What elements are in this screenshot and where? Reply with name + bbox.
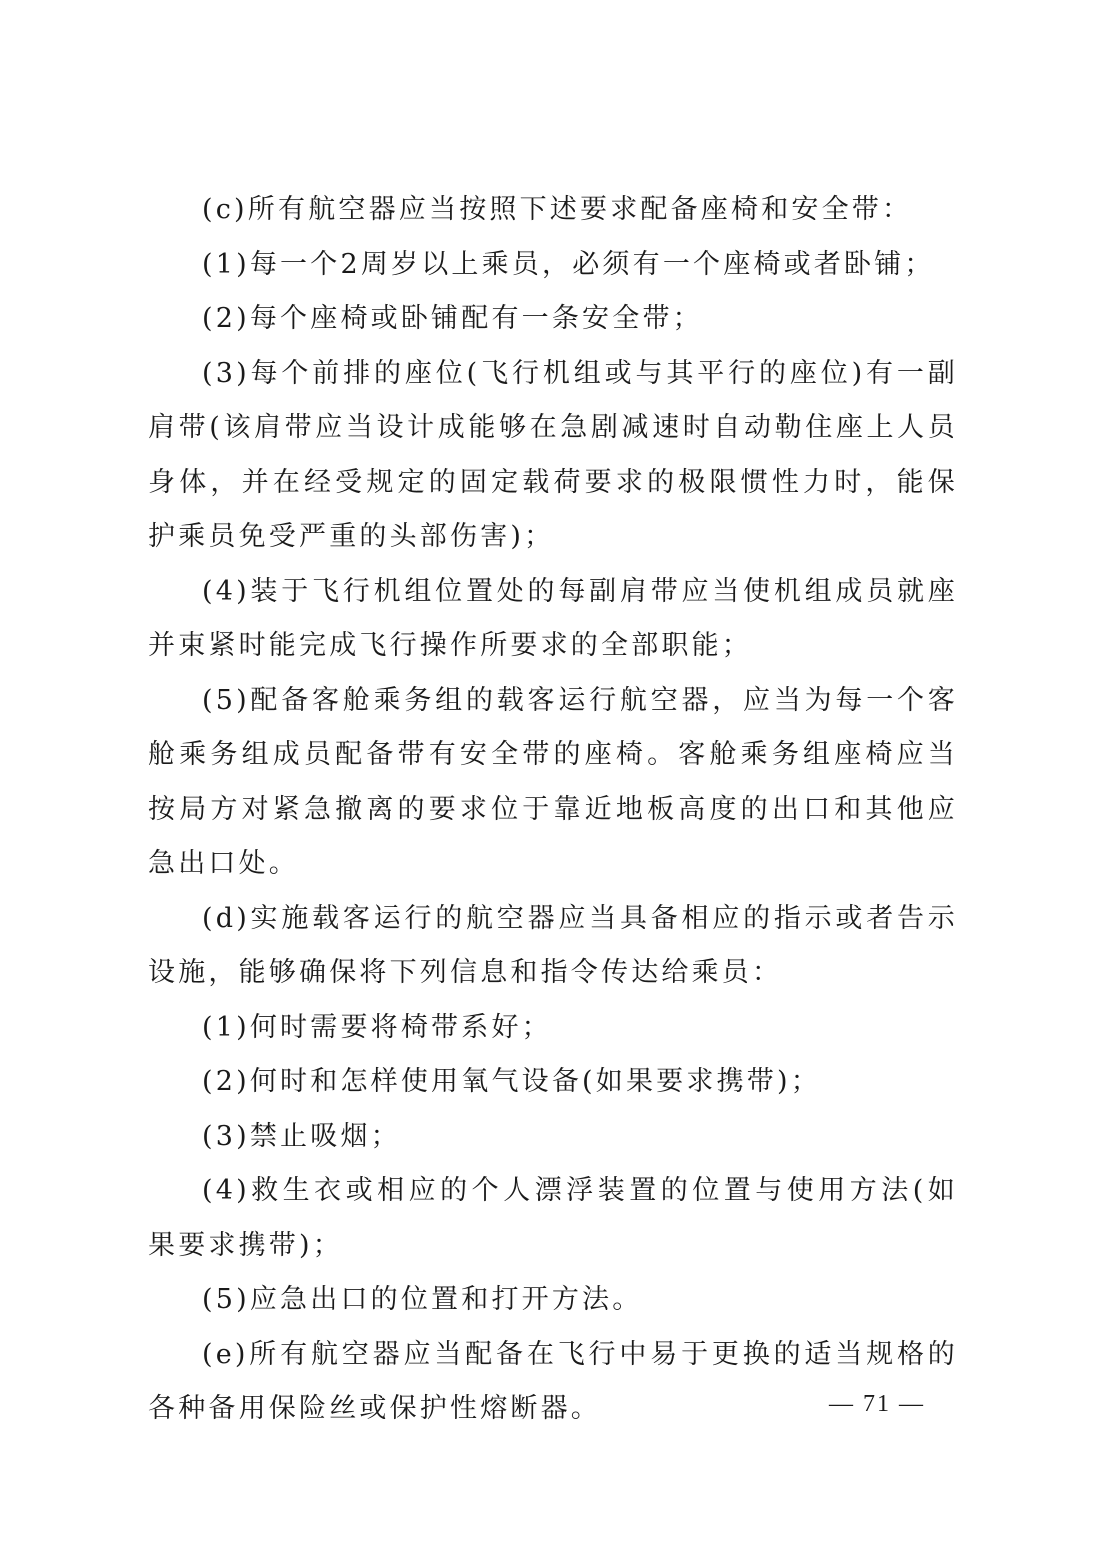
paragraph-d-2: (2)何时和怎样使用氧气设备(如果要求携带)； [202, 1066, 821, 1097]
paragraph-d: (d)实施载客运行的航空器应当具备相应的指示或者告示设施，能够确保将下列信息和指令传达给乘员： [148, 902, 958, 988]
paragraph-d-3: (3)禁止吸烟； [202, 1120, 401, 1152]
paragraph-c: (c)所有航空器应当按照下述要求配备座椅和安全带： [202, 194, 913, 225]
paragraph-c-1: (1)每一个2周岁以上乘员，必须有一个座椅或者卧铺； [202, 248, 935, 280]
paragraph-d-4: (4)救生衣或相应的个人漂浮装置的位置与使用方法(如果要求携带)； [148, 1175, 958, 1261]
paragraph-c-5: (5)配备客舱乘务组的载客运行航空器，应当为每一个客舱乘务组成员配备带有安全带的座椅。客舱乘务组座椅应当按局方对紧急撤离的要求位于靠近地板高度的出口和其他应急出口处。 [148, 684, 958, 879]
paragraph-c-3: (3)每个前排的座位(飞行机组或与其平行的座位)有一副肩带(该肩带应当设计成能够在急剧减速时自动勒住座上人员身体，并在经受规定的固定载荷要求的极限惯性力时，能保护乘员免受严重的头部伤害)； [148, 357, 958, 552]
paragraph-c-4: (4)装于飞行机组位置处的每副肩带应当使机组成员就座并束紧时能完成飞行操作所要求的全部职能； [148, 575, 958, 661]
paragraph-e: (e)所有航空器应当配备在飞行中易于更换的适当规格的各种备用保险丝或保护性熔断器。 [148, 1338, 958, 1424]
page-number: — 71 — [829, 1391, 925, 1417]
paragraph-d-5: (5)应急出口的位置和打开方法。 [202, 1284, 643, 1315]
paragraph-d-1: (1)何时需要将椅带系好； [202, 1011, 552, 1043]
paragraph-c-2: (2)每个座椅或卧铺配有一条安全带； [202, 303, 703, 334]
body-text [148, 183, 958, 1437]
